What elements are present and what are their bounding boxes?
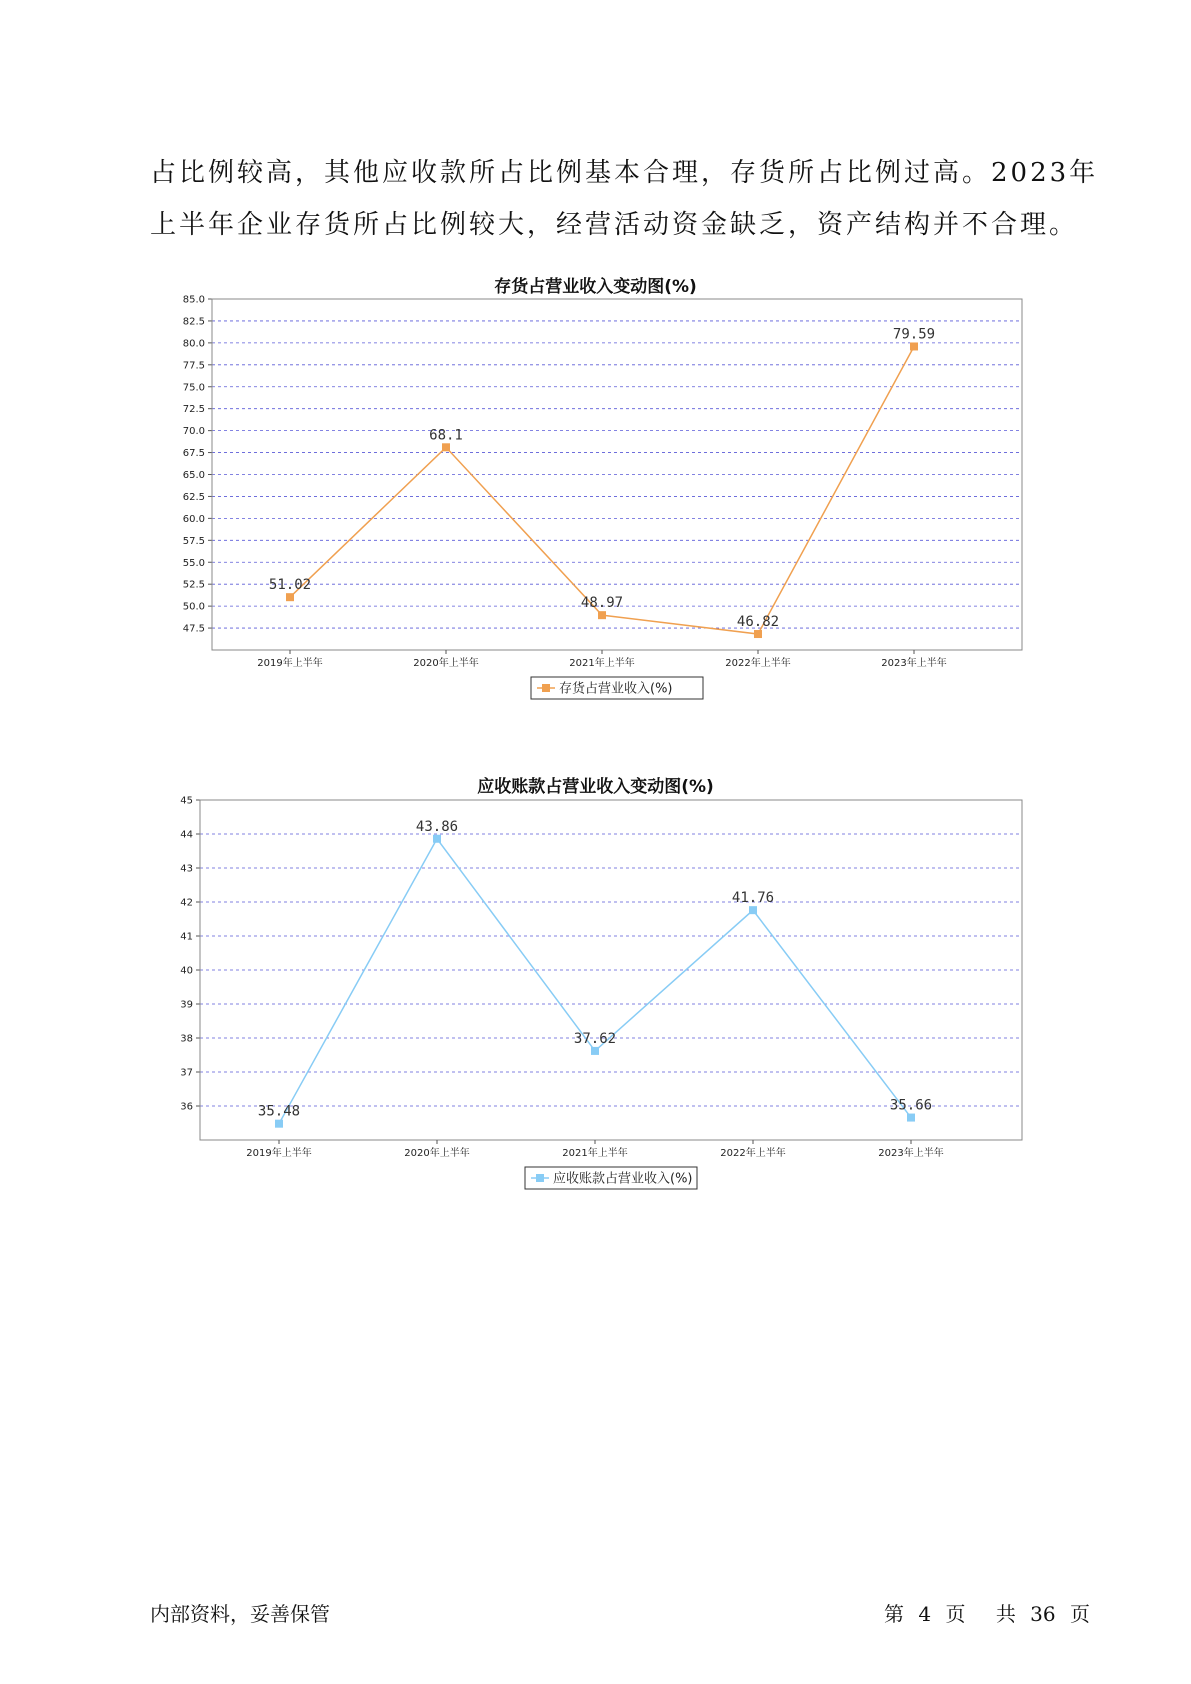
y-tick-label: 47.5 xyxy=(182,623,205,635)
y-tick-label: 43 xyxy=(180,863,193,875)
y-tick-label: 52.5 xyxy=(182,579,205,591)
data-label: 51.02 xyxy=(268,577,312,594)
data-point xyxy=(754,630,762,638)
y-tick-label: 50.0 xyxy=(182,601,205,613)
x-tick-label: 2020年上半年 xyxy=(404,1148,470,1159)
series-line xyxy=(290,346,914,634)
page-mid: 页 xyxy=(945,1602,966,1626)
y-tick-label: 62.5 xyxy=(182,491,205,503)
paragraph-line-1: 占比例较高，其他应收款所占比例基本合理，存货所占比例过高。2023年 xyxy=(150,158,1099,188)
y-tick-label: 36 xyxy=(180,1101,193,1113)
y-tick-label: 41 xyxy=(180,931,193,943)
y-tick-label: 45 xyxy=(180,795,193,807)
data-label: 35.48 xyxy=(257,1103,301,1120)
legend-marker xyxy=(536,1174,544,1182)
data-point xyxy=(275,1120,283,1128)
data-label: 43.86 xyxy=(415,818,459,835)
series-line xyxy=(279,839,911,1124)
data-point xyxy=(598,611,606,619)
data-label: 79.59 xyxy=(892,326,936,343)
data-label: 46.82 xyxy=(736,614,780,631)
x-tick-label: 2022年上半年 xyxy=(720,1148,786,1159)
data-label: 41.76 xyxy=(731,890,775,907)
data-point xyxy=(442,443,450,451)
total-number: 36 xyxy=(1030,1602,1056,1626)
y-tick-label: 77.5 xyxy=(182,360,205,372)
y-tick-label: 39 xyxy=(180,999,193,1011)
y-tick-label: 40 xyxy=(180,965,193,977)
x-tick-label: 2023年上半年 xyxy=(878,1148,944,1159)
x-tick-label: 2021年上半年 xyxy=(569,658,635,669)
y-tick-label: 38 xyxy=(180,1033,193,1045)
data-point xyxy=(286,593,294,601)
x-tick-label: 2021年上半年 xyxy=(562,1148,628,1159)
y-tick-label: 75.0 xyxy=(182,382,205,394)
y-tick-label: 67.5 xyxy=(182,448,205,460)
y-tick-label: 55.0 xyxy=(182,557,205,569)
chart-2-title: 应收账款占营业收入变动图(%) xyxy=(477,777,714,797)
y-tick-label: 82.5 xyxy=(182,316,205,328)
data-label: 35.66 xyxy=(889,1097,933,1114)
y-tick-label: 37 xyxy=(180,1067,193,1079)
y-tick-label: 44 xyxy=(180,829,193,841)
legend-label: 存货占营业收入(%) xyxy=(559,681,673,697)
y-tick-label: 72.5 xyxy=(182,404,205,416)
data-point xyxy=(433,835,441,843)
y-tick-label: 65.0 xyxy=(182,470,205,481)
total-suffix: 页 xyxy=(1069,1602,1090,1626)
inventory-ratio-chart xyxy=(0,280,1191,730)
total-prefix: 共 xyxy=(995,1602,1016,1626)
x-tick-label: 2019年上半年 xyxy=(246,1148,312,1159)
data-point xyxy=(910,342,918,350)
page-prefix: 第 xyxy=(884,1602,904,1626)
data-label: 68.1 xyxy=(429,427,463,444)
y-tick-label: 80.0 xyxy=(182,338,205,350)
data-label: 37.62 xyxy=(573,1030,617,1047)
data-point xyxy=(749,906,757,914)
x-tick-label: 2020年上半年 xyxy=(413,658,479,669)
x-tick-label: 2023年上半年 xyxy=(881,658,947,669)
legend-label: 应收账款占营业收入(%) xyxy=(553,1171,693,1187)
x-tick-label: 2022年上半年 xyxy=(725,658,791,669)
y-tick-label: 85.0 xyxy=(182,294,205,306)
footer-confidential-note: 内部资料，妥善保管 xyxy=(150,1602,330,1626)
y-tick-label: 42 xyxy=(180,897,193,909)
footer-page-number xyxy=(884,1598,1090,1627)
paragraph-line-2: 上半年企业存货所占比例较大，经营活动资金缺乏，资产结构并不合理。 xyxy=(150,210,1079,240)
y-tick-label: 70.0 xyxy=(182,426,205,438)
page-number: 4 xyxy=(918,1602,932,1626)
data-point xyxy=(907,1114,915,1122)
receivables-ratio-chart xyxy=(0,780,1191,1230)
data-label: 48.97 xyxy=(580,595,624,612)
chart-1-title: 存货占营业收入变动图(%) xyxy=(494,277,697,297)
body-paragraph xyxy=(150,147,1099,251)
data-point xyxy=(591,1047,599,1055)
legend-marker xyxy=(542,684,550,692)
x-tick-label: 2019年上半年 xyxy=(257,658,323,669)
y-tick-label: 57.5 xyxy=(182,535,205,547)
y-tick-label: 60.0 xyxy=(182,513,205,525)
